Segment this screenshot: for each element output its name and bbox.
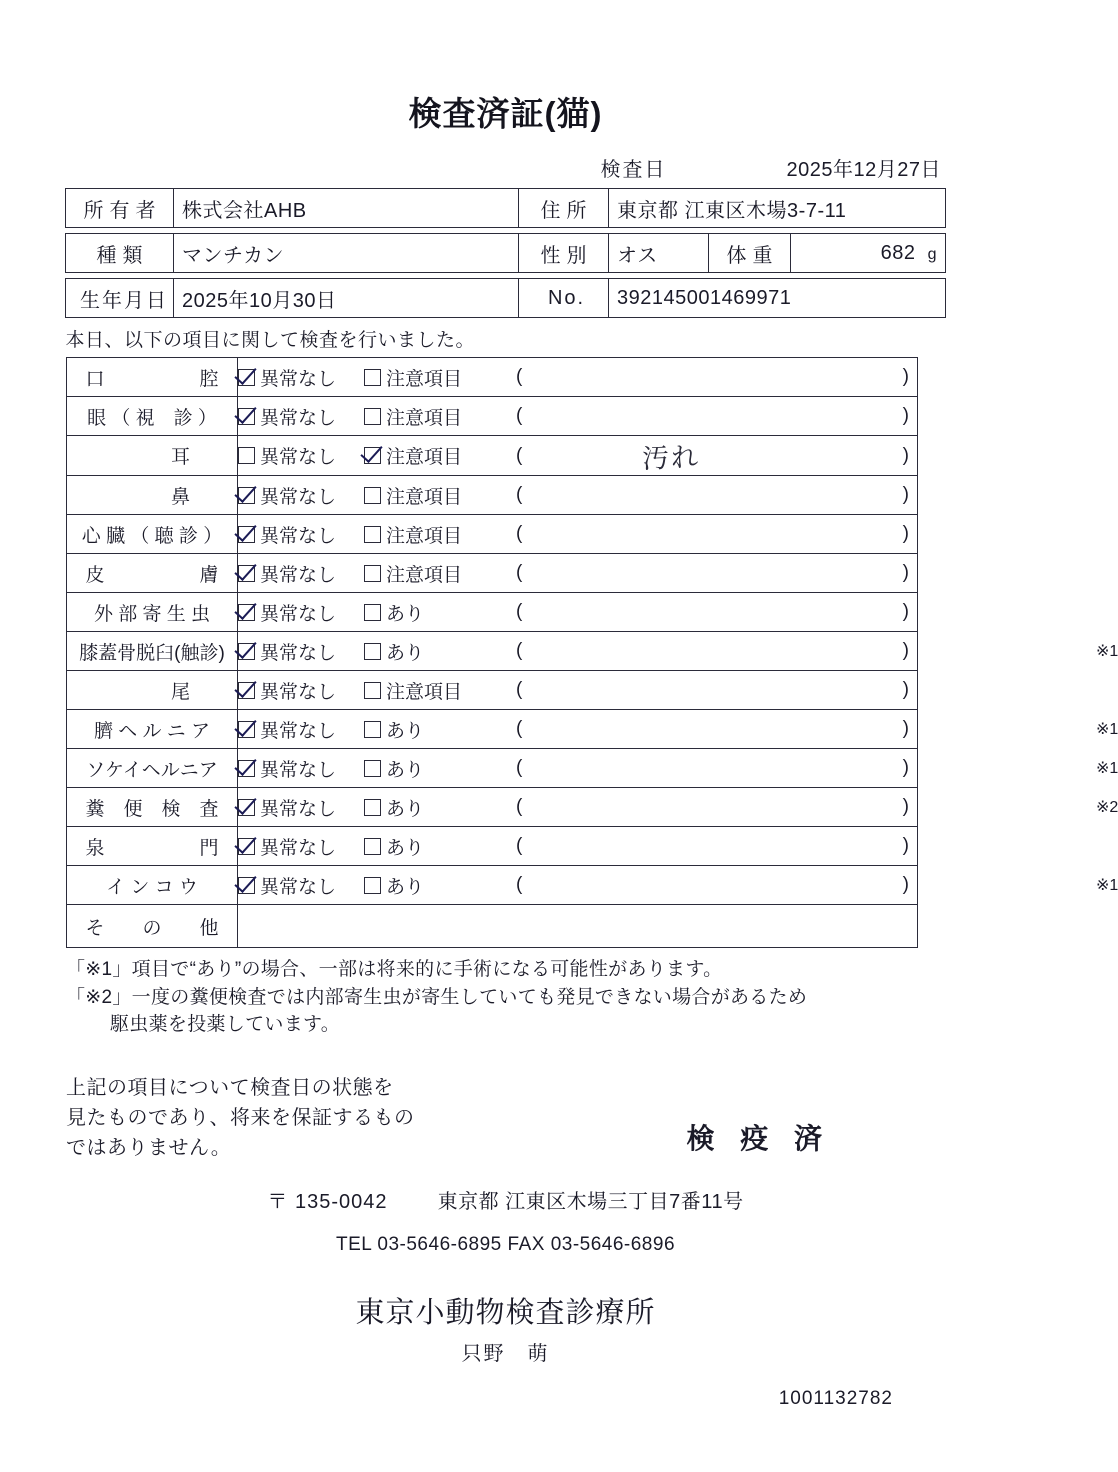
note-paren-open: (	[516, 366, 523, 387]
disclaimer-line-1: 上記の項目について検査日の状態を	[66, 1076, 394, 1099]
note-paren-close: )	[902, 796, 909, 817]
quarantine-stamp: 検 疫 済	[686, 1122, 831, 1154]
note-paren-close: )	[902, 562, 909, 583]
weight-value-cell	[791, 234, 946, 273]
checklist-item-options	[238, 827, 918, 866]
checkbox-box-icon	[238, 604, 255, 621]
disclaimer	[66, 1073, 486, 1163]
checkbox-normal-label: 異常なし	[260, 759, 337, 781]
note-paren-open: (	[516, 405, 523, 426]
checklist-item-label: 皮 膚	[67, 554, 238, 593]
checklist-item-options	[238, 710, 1118, 749]
checkbox-box-icon	[364, 682, 381, 699]
checklist-other-label: そ の 他	[67, 905, 238, 948]
checkbox-secondary-label: 注意項目	[386, 368, 463, 390]
address-value: 東京都 江東区木場3-7-11	[609, 189, 946, 228]
checkbox-box-icon	[238, 565, 255, 582]
checkbox-normal-label: 異常なし	[260, 681, 337, 703]
checkbox-secondary[interactable]	[364, 872, 514, 899]
note-paren-close: )	[902, 366, 909, 387]
note-paren-open: (	[516, 444, 523, 466]
checkbox-secondary[interactable]	[364, 482, 514, 509]
checklist-item-options	[238, 436, 918, 476]
checkbox-box-icon	[364, 799, 381, 816]
checkbox-box-icon	[364, 369, 381, 386]
disclaimer-line-2: 見たものであり、将来を保証するもの	[66, 1106, 415, 1129]
note-paren-open: (	[516, 679, 523, 700]
checklist-item-options	[238, 554, 918, 593]
note-paren-close: )	[902, 835, 909, 856]
checkbox-secondary[interactable]	[364, 638, 514, 665]
checkbox-box-icon	[238, 760, 255, 777]
checklist-item-label: 耳	[67, 436, 238, 476]
checklist-row	[67, 671, 918, 710]
checklist-item-label: 口 腔	[67, 358, 238, 397]
checkbox-box-icon	[238, 408, 255, 425]
checkbox-box-icon	[238, 643, 255, 660]
checkbox-secondary-label: あり	[386, 720, 425, 742]
clinic-address: 東京都 江東区木場三丁目7番11号	[437, 1190, 744, 1213]
checkbox-box-icon	[238, 526, 255, 543]
checkbox-secondary-label: 注意項目	[386, 681, 463, 703]
breed-value: マンチカン	[174, 234, 519, 273]
checklist-row	[67, 788, 918, 827]
checklist-row	[67, 827, 918, 866]
footnote-marker: ※1	[1096, 721, 1118, 738]
note-paren-close: )	[902, 444, 909, 466]
checkbox-normal-label: 異常なし	[260, 876, 337, 898]
footnote-2: 「※2」一度の糞便検査では内部寄生虫が寄生していても発見できない場合があるため	[66, 986, 808, 1008]
checklist-item-label: イ ン コ ウ	[67, 866, 238, 905]
checkbox-normal-label: 異常なし	[260, 798, 337, 820]
note-paren-open: (	[516, 796, 523, 817]
weight-label: 体重	[709, 234, 791, 273]
note-paren-open: (	[516, 562, 523, 583]
checkbox-normal-label: 異常なし	[260, 564, 337, 586]
checkbox-normal[interactable]	[238, 638, 364, 665]
footnote-marker: ※1	[1096, 760, 1118, 777]
checklist-item-label: 外 部 寄 生 虫	[67, 593, 238, 632]
weight-value: 682	[880, 241, 916, 264]
checklist-row	[67, 866, 918, 905]
checklist-item-label: 泉 門	[67, 827, 238, 866]
checkbox-secondary[interactable]	[364, 833, 514, 860]
sex-label: 性別	[519, 234, 609, 273]
checkbox-secondary[interactable]	[364, 755, 514, 782]
checkbox-secondary[interactable]	[364, 442, 514, 469]
note-paren-close: )	[902, 601, 909, 622]
checklist-row	[67, 632, 918, 671]
animal-info-table	[65, 233, 946, 273]
checkbox-normal[interactable]	[238, 716, 364, 743]
note-paren-open: (	[516, 523, 523, 544]
checkbox-box-icon	[364, 760, 381, 777]
note-paren-close: )	[902, 405, 909, 426]
checkbox-box-icon	[364, 877, 381, 894]
breed-label: 種類	[66, 234, 174, 273]
checkbox-box-icon	[238, 682, 255, 699]
checkbox-normal-label: 異常なし	[260, 837, 337, 859]
footnote-marker: ※1	[1096, 877, 1118, 894]
checkbox-box-icon	[238, 721, 255, 738]
checklist-item-label: 膝蓋骨脱臼(触診)	[67, 632, 238, 671]
checklist-item-options	[238, 866, 1118, 905]
checkbox-normal[interactable]	[238, 482, 364, 509]
checkbox-box-icon	[364, 565, 381, 582]
checkbox-box-icon	[238, 447, 255, 464]
birth-label: 生年月日	[66, 279, 174, 318]
clinic-name: 東京小動物検査診療所	[355, 1296, 656, 1329]
sex-value: オス	[609, 234, 709, 273]
checklist-item-label: 鼻	[67, 476, 238, 515]
checkbox-box-icon	[364, 838, 381, 855]
checklist-row	[67, 436, 918, 476]
checkbox-box-icon	[364, 408, 381, 425]
checkbox-box-icon	[364, 526, 381, 543]
checkbox-normal-label: 異常なし	[260, 603, 337, 625]
checklist-item-label: 眼 （ 視 診 ）	[67, 397, 238, 436]
no-value: 392145001469971	[609, 279, 946, 318]
checklist-item-options	[238, 788, 1118, 827]
checklist-row	[67, 476, 918, 515]
owner-value: 株式会社AHB	[174, 189, 519, 228]
checkbox-secondary[interactable]	[364, 716, 514, 743]
note-paren-close: )	[902, 757, 909, 778]
page-title: 検査済証(猫)	[408, 95, 603, 132]
checkbox-secondary[interactable]	[364, 403, 514, 430]
checkbox-box-icon	[238, 369, 255, 386]
checkbox-normal[interactable]	[238, 599, 364, 626]
checkbox-secondary-label: あり	[386, 642, 425, 664]
clinic-tel: TEL 03-5646-6895 FAX 03-5646-6896	[335, 1233, 676, 1255]
notice-text: 本日、以下の項目に関して検査を行いました。	[65, 330, 476, 351]
checklist-item-options	[238, 476, 918, 515]
checkbox-normal[interactable]	[238, 833, 364, 860]
owner-table	[65, 188, 946, 228]
exam-date-value: 2025年12月27日	[786, 159, 941, 181]
checkbox-normal-label: 異常なし	[260, 486, 337, 508]
checkbox-box-icon	[364, 643, 381, 660]
checkbox-normal-label: 異常なし	[260, 407, 337, 429]
clinic-zip: 〒 135-0042	[267, 1190, 388, 1213]
checklist-item-label: 臍 ヘ ル ニ ア	[67, 710, 238, 749]
checkbox-normal[interactable]	[238, 403, 364, 430]
disclaimer-line-3: ではありません。	[66, 1136, 232, 1159]
checkbox-normal-label: 異常なし	[260, 642, 337, 664]
checkbox-normal[interactable]	[238, 442, 364, 469]
checklist-item-options	[238, 397, 918, 436]
note-paren-open: (	[516, 484, 523, 505]
footnote-marker: ※1	[1096, 643, 1118, 660]
checkbox-normal-label: 異常なし	[260, 525, 337, 547]
checkbox-secondary[interactable]	[364, 599, 514, 626]
checklist-row	[67, 397, 918, 436]
checkbox-normal[interactable]	[238, 872, 364, 899]
checklist-item-options	[238, 632, 1118, 671]
checkbox-secondary-label: あり	[386, 759, 425, 781]
checkbox-box-icon	[238, 877, 255, 894]
exam-date-label: 検査日	[600, 159, 667, 181]
note-paren-close: )	[902, 484, 909, 505]
checkbox-secondary[interactable]	[364, 364, 514, 391]
note-paren-close: )	[902, 640, 909, 661]
checkbox-box-icon	[364, 487, 381, 504]
checklist-row-other	[67, 905, 918, 948]
clinic-address-line	[0, 1185, 1011, 1214]
checkbox-secondary-label: 注意項目	[386, 407, 463, 429]
checklist-row	[67, 593, 918, 632]
checklist-row	[67, 358, 918, 397]
owner-label: 所有者	[66, 189, 174, 228]
checklist-table	[66, 357, 1118, 948]
checkbox-secondary-label: 注意項目	[386, 525, 463, 547]
note-paren-open: (	[516, 874, 523, 895]
note-paren-open: (	[516, 835, 523, 856]
checkbox-box-icon	[364, 447, 381, 464]
checklist-item-options	[238, 749, 1118, 788]
checkbox-normal[interactable]	[238, 560, 364, 587]
checkbox-box-icon	[238, 487, 255, 504]
note-paren-close: )	[902, 718, 909, 739]
checkbox-normal[interactable]	[238, 677, 364, 704]
checklist-row	[67, 515, 918, 554]
footnote-1: 「※1」項目で“あり”の場合、一部は将来的に手術になる可能性があります。	[66, 959, 723, 980]
exam-date-row	[0, 135, 1011, 188]
footnotes	[66, 956, 946, 1039]
checkbox-normal-label: 異常なし	[260, 368, 337, 390]
checkbox-normal[interactable]	[238, 755, 364, 782]
checkbox-secondary-label: あり	[386, 876, 425, 898]
checkbox-box-icon	[364, 721, 381, 738]
checkbox-secondary[interactable]	[364, 794, 514, 821]
birth-no-table	[65, 278, 946, 318]
checkbox-normal[interactable]	[238, 794, 364, 821]
table-row	[66, 279, 946, 318]
table-row	[66, 189, 946, 228]
checklist-item-label: 糞 便 検 査	[67, 788, 238, 827]
note-paren-close: )	[902, 523, 909, 544]
checklist-row	[67, 554, 918, 593]
checkbox-secondary-label: あり	[386, 603, 425, 625]
weight-unit: g	[927, 245, 937, 263]
checkbox-secondary-label: 注意項目	[386, 564, 463, 586]
checkbox-secondary-label: 注意項目	[386, 447, 463, 468]
checklist-row	[67, 710, 918, 749]
checkbox-box-icon	[364, 604, 381, 621]
checkbox-secondary[interactable]	[364, 677, 514, 704]
note-paren-open: (	[516, 757, 523, 778]
doctor-name: 只野 萌	[461, 1342, 550, 1365]
checklist-item-options	[238, 671, 918, 710]
checkbox-normal[interactable]	[238, 521, 364, 548]
footnote-marker: ※2	[1096, 799, 1118, 816]
lower-section	[0, 1073, 1011, 1163]
checklist-row	[67, 749, 918, 788]
birth-value: 2025年10月30日	[174, 279, 519, 318]
checklist-other-value	[238, 905, 918, 948]
checkbox-normal-label: 異常なし	[260, 720, 337, 742]
note-paren-open: (	[516, 601, 523, 622]
serial-number: 1001132782	[778, 1387, 893, 1409]
checklist-item-label: 心 臓 （ 聴 診 ）	[67, 515, 238, 554]
checkbox-secondary-label: 注意項目	[386, 486, 463, 508]
note-paren-close: )	[902, 874, 909, 895]
no-label: No.	[519, 279, 609, 318]
checklist-item-options	[238, 593, 918, 632]
note-paren-open: (	[516, 718, 523, 739]
checklist-item-label: 尾	[67, 671, 238, 710]
checklist-item-label: ソケイヘルニア	[67, 749, 238, 788]
checkbox-normal-label: 異常なし	[260, 447, 337, 468]
checkbox-box-icon	[238, 838, 255, 855]
checkbox-box-icon	[238, 799, 255, 816]
note-paren-open: (	[516, 640, 523, 661]
checkbox-secondary[interactable]	[364, 521, 514, 548]
handwritten-note: 汚れ	[641, 441, 701, 476]
checkbox-secondary-label: あり	[386, 798, 425, 820]
address-label: 住所	[519, 189, 609, 228]
note-paren-close: )	[902, 679, 909, 700]
table-row	[66, 234, 946, 273]
checklist-item-options	[238, 515, 918, 554]
checklist-item-options	[238, 358, 918, 397]
checkbox-secondary-label: あり	[386, 837, 425, 859]
checkbox-secondary[interactable]	[364, 560, 514, 587]
checkbox-normal[interactable]	[238, 364, 364, 391]
footnote-3: 駆虫薬を投薬しています。	[110, 1014, 341, 1036]
